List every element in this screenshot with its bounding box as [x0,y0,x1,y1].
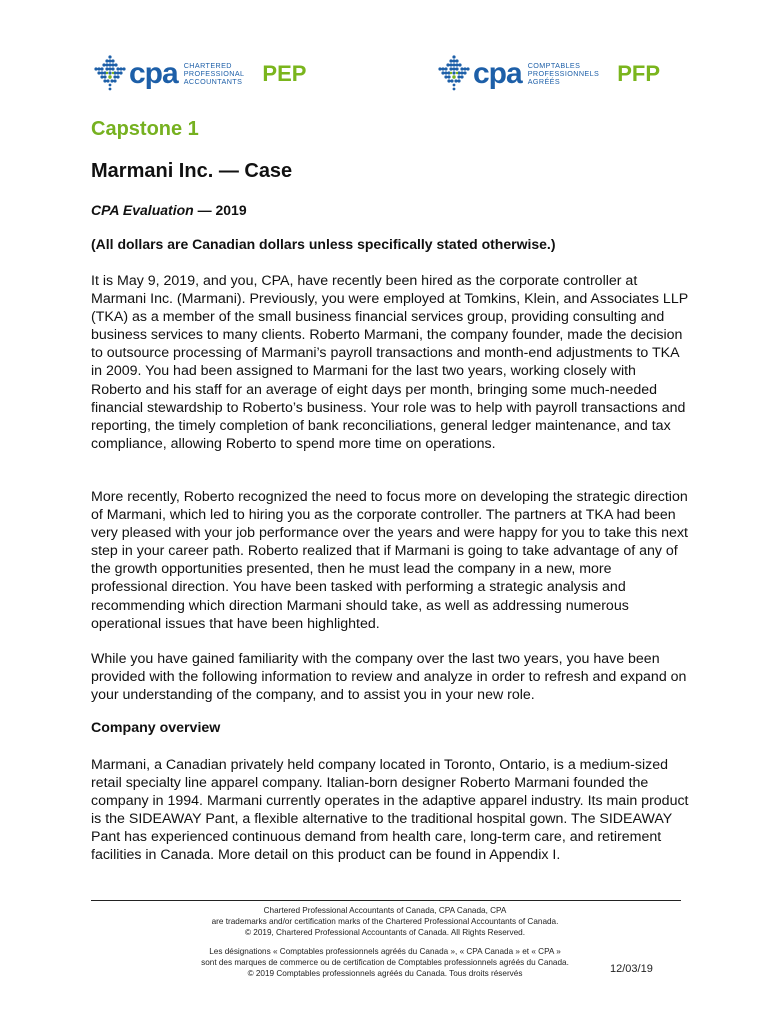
footer-divider [91,900,681,901]
currency-note: (All dollars are Canadian dollars unless specifically stated otherwise.) [91,236,556,252]
evaluation-year: — 2019 [193,202,247,218]
cpa-logo-french [437,50,660,98]
case-title: Marmani Inc. — Case [91,160,293,182]
footer-english-notice: Chartered Professional Accountants of Canada, CPA Canada, CPA are trademarks and/or certification marks of the Chartered Professional Accountants of Canada. © 2019, Chartered Professional Accountants of Canada. All Rights Reserved. [211,906,559,937]
logo-designation-text: CHARTERED PROFESSIONAL ACCOUNTANTS [183,61,245,86]
maple-leaf-dots-icon [437,54,471,94]
evaluation-label: CPA Evaluation [91,202,194,218]
section-heading: Company overview [91,720,221,736]
logo-abbreviation: PFP [617,61,661,86]
paragraph-company-overview: Marmani, a Canadian privately held company located in Toronto, Ontario, is a medium-sized retail specialty line apparel company. Italian-born designer Roberto Marmani founded the company in 1994. Marmani currently operates in the adaptive apparel industry. Its main product is the SIDEAWAY Pant, a flexible alternative to the traditional hospital gown. The SIDEAWAY Pant has experienced continuous demand from health care, long-term care, and retirement facilities in Canada. More detail on this product can be found in Appendix I. [91,757,689,864]
paragraph-intro: It is May 9, 2019, and you, CPA, have recently been hired as the corporate controller at Marmani Inc. (Marmani). Previously, you were employed at Tomkins, Klein, and Associates LLP (TKA) as a member of the small business financial services group, providing consulting and business services to many clients. Roberto Marmani, the company founder, made the decision to outsource processing of Marmani’s payroll transactions and month-end adjustments to TKA in 2009. You had been assigned to Marmani for the last two years, working closely with Roberto and his staff for an average of eight days per month, bringing some much-needed financial stewardship to Roberto’s business. Your role was to help with payroll transactions and reporting, the timely completion of bank reconciliations, general ledger maintenance, and tax compliance, allowing Roberto to spend more time on operations. [91,273,688,452]
cpa-wordmark: cpa [473,57,522,90]
paragraph-strategy: More recently, Roberto recognized the need to focus more on developing the strategic direction of Marmani, which led to hiring you as the corporate controller. The partners at TKA had been very pleased with your job performance over the years and were happy for you to take this next step in your career path. Roberto realized that if Marmani is going to take advantage of any of the growth opportunities presented, then he must lead the company in a new, more professional direction. You have been tasked with performing a strategic analysis and recommending which direction Marmani should take, as well as addressing numerous operational issues that have been highlighted. [91,489,688,632]
footer-french-notice: Les désignations « Comptables professionnels agréés du Canada », « CPA Canada » et « CPA » sont des marques de commerce ou de certification de Comptables professionnels agréés du Canada. © 2019 Comptables professionnels agréés du Canada. Tous droits réservés [201,947,569,978]
capstone-heading: Capstone 1 [91,118,199,140]
logo-designation-text: COMPTABLES PROFESSIONNELS AGRÉÉS [527,61,600,86]
logo-abbreviation: PEP [262,61,307,86]
evaluation-line [91,202,247,218]
footer-date: 12/03/19 [610,963,653,975]
maple-leaf-dots-icon [93,54,127,94]
paragraph-information: While you have gained familiarity with the company over the last two years, you have been provided with the following information to review and analyze in order to refresh and expand on your understanding of the company, and to assist you in your new role. [91,651,687,704]
cpa-logo-english [93,50,306,98]
cpa-wordmark: cpa [129,57,178,90]
